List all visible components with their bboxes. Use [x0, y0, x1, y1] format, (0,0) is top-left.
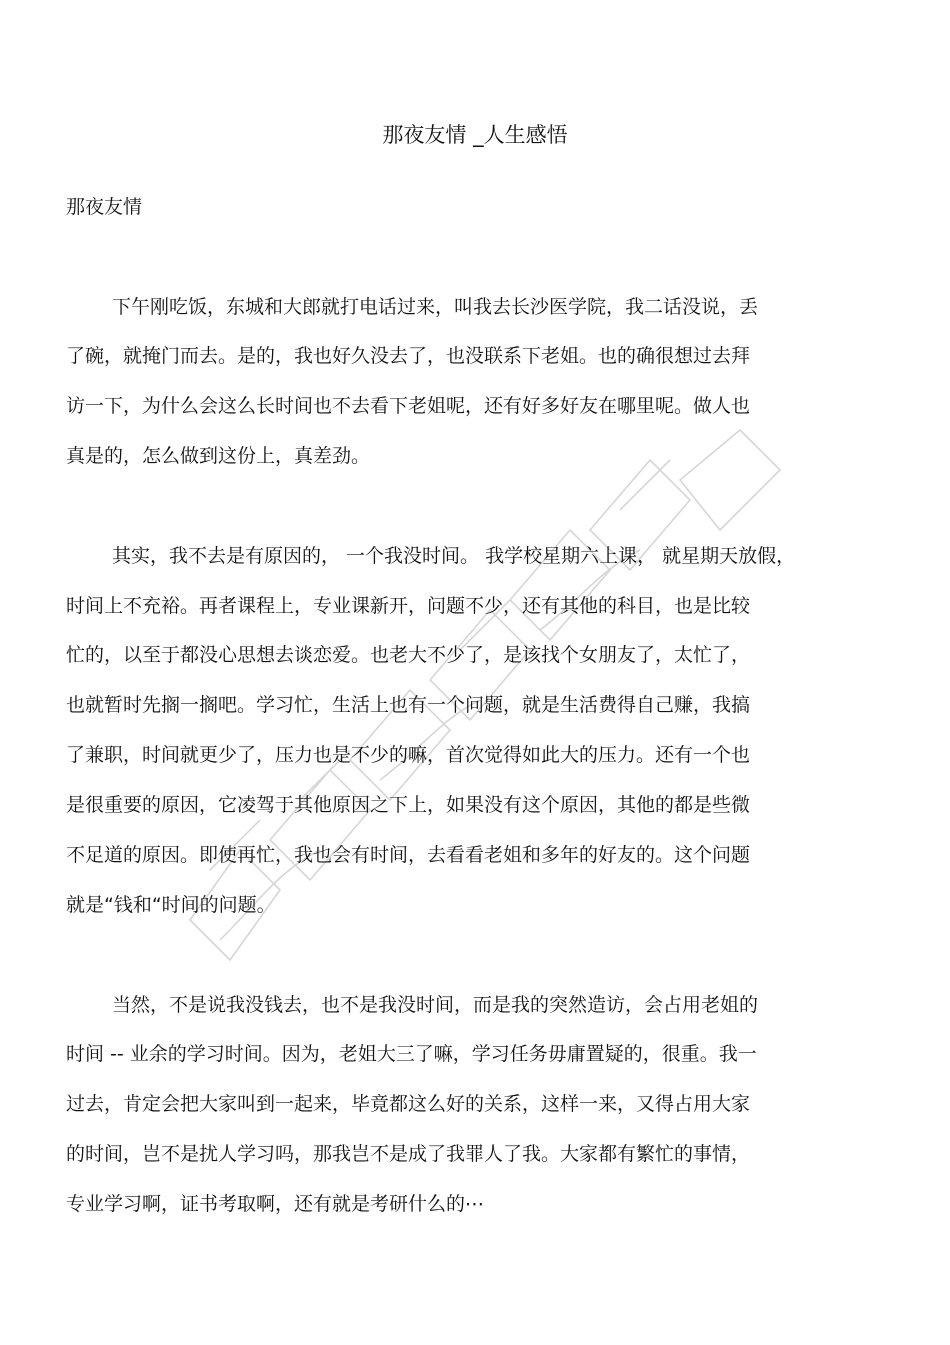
- paragraph-line: 了碗，就掩门而去。是的，我也好久没去了，也没联系下老姐。也的确很想过去拜: [66, 345, 751, 367]
- paragraph-line: 了兼职，时间就更少了，压力也是不少的嘛，首次觉得如此大的压力。还有一个也: [66, 744, 751, 766]
- paragraph-line: 时间 -- 业余的学习时间。因为，老姐大三了嘛，学习任务毋庸置疑的，很重。我一: [66, 1043, 757, 1065]
- paragraph-line: 其实，我不去是有原因的， 一个我没时间。 我学校星期六上课， 就星期天放假，: [112, 545, 796, 567]
- paragraph-line: 就是“钱和“时间的问题。: [66, 894, 276, 916]
- paragraph-line: 的时间，岂不是扰人学习吗，那我岂不是成了我罪人了我。大家都有繁忙的事情，: [66, 1143, 751, 1165]
- paragraph-line: 当然，不是说我没钱去，也不是我没时间，而是我的突然造访，会占用老姐的: [112, 994, 759, 1016]
- document-subtitle: 那夜友情: [66, 196, 143, 218]
- paragraph-line: 时间上不充裕。再者课程上，专业课新开，问题不少，还有其他的科目，也是比较: [66, 595, 751, 617]
- paragraph-line: 过去，肯定会把大家叫到一起来，毕竟都这么好的关系，这样一来，又得占用大家: [66, 1093, 751, 1115]
- paragraph-line: 是很重要的原因，它凌驾于其他原因之下上，如果没有这个原因，其他的都是些微: [66, 794, 751, 816]
- paragraph-line: 访一下，为什么会这么长时间也不去看下老姐呢，还有好多好友在哪里呢。做人也: [66, 395, 751, 417]
- paragraph-line: 忙的，以至于都没心思想去谈恋爱。也老大不少了，是该找个女朋友了，太忙了，: [66, 644, 751, 666]
- paragraph-line: 专业学习啊，证书考取啊，还有就是考研什么的⋯: [66, 1193, 485, 1215]
- paragraph-line: 真是的，怎么做到这份上，真差劲。: [66, 445, 371, 467]
- document-title: 那夜友情 _人生感悟: [382, 123, 568, 147]
- paragraph-line: 不足道的原因。即使再忙，我也会有时间，去看看老姐和多年的好友的。这个问题: [66, 844, 751, 866]
- paragraph-line: 下午刚吃饭，东城和大郎就打电话过来，叫我去长沙医学院，我二话没说，丢: [112, 296, 759, 318]
- paragraph-line: 也就暂时先搁一搁吧。学习忙，生活上也有一个问题，就是生活费得自己赚，我搞: [66, 694, 751, 716]
